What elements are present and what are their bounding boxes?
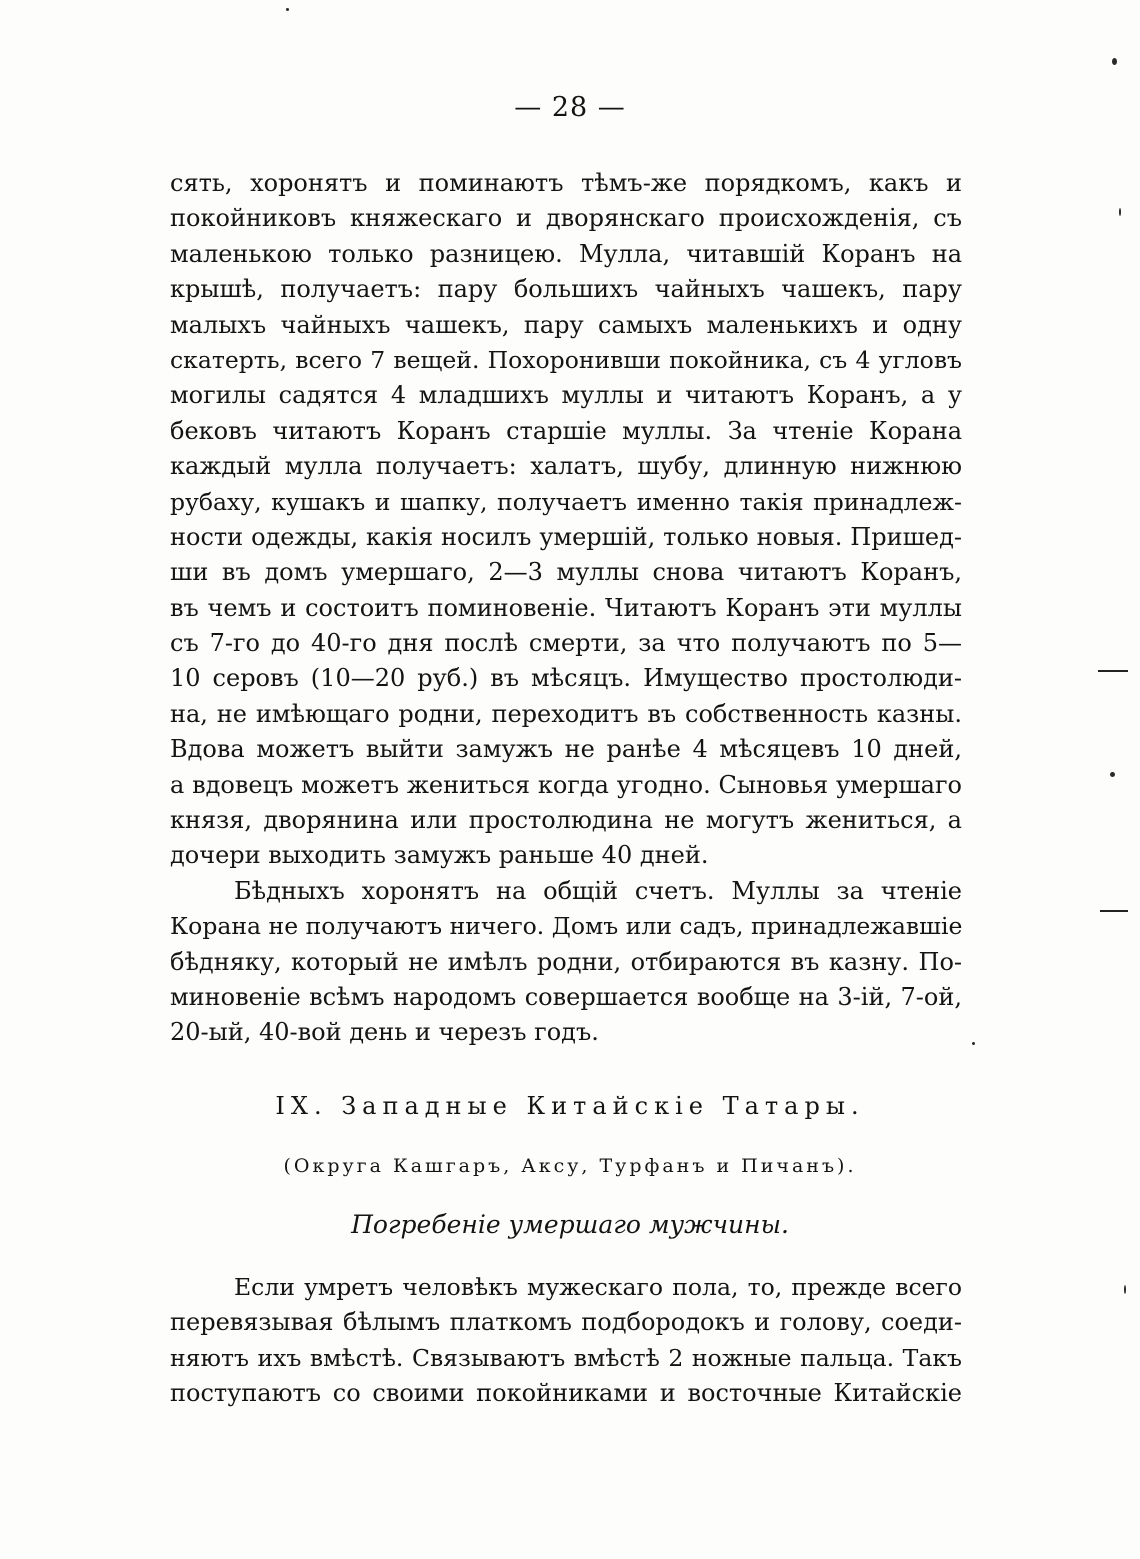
scan-speck — [1110, 772, 1115, 777]
text-line: на, не имѣющаго родни, переходитъ въ собственность казны. — [170, 699, 962, 728]
text-line: миновеніе всѣмъ народомъ совершается вообще на 3-ій, 7-ой, — [170, 982, 962, 1011]
text-line: каждый мулла получаетъ: халатъ, шубу, длинную нижнюю — [170, 452, 962, 481]
text-line: скатерть, всего 7 вещей. Похоронивши покойника, съ 4 угловъ — [170, 345, 962, 374]
text-line: малыхъ чайныхъ чашекъ, пару самыхъ маленькихъ и одну — [170, 310, 962, 339]
main-text-block — [170, 166, 962, 1051]
section-title: IX. Западные Китайскіе Татары. — [275, 1092, 865, 1120]
text-line: бѣдняку, который не имѣлъ родни, отбираются въ казну. По- — [170, 947, 962, 976]
section-subtitle: (Округа Кашгаръ, Аксу, Турфанъ и Пичанъ). — [283, 1155, 857, 1177]
text-line: Бѣдныхъ хоронятъ на общій счетъ. Муллы за чтеніе — [234, 876, 962, 905]
page-number: — 28 — — [514, 92, 626, 123]
text-line: могилы садятся 4 младшихъ муллы и читаютъ Коранъ, а у — [170, 381, 962, 410]
text-line: съ 7-го до 40-го дня послѣ смерти, за что получаютъ по 5— — [170, 629, 962, 658]
text-line: перевязывая бѣлымъ платкомъ подбородокъ и голову, соеди- — [170, 1308, 962, 1337]
text-line: 20-ый, 40-вой день и черезъ годъ. — [170, 1018, 599, 1047]
text-line: 10 серовъ (10—20 руб.) въ мѣсяцъ. Имущество простолюди- — [170, 664, 962, 693]
text-line: въ чемъ и состоитъ поминовеніе. Читаютъ Коранъ эти муллы — [170, 593, 962, 622]
text-line: Если умретъ человѣкъ мужескаго пола, то, прежде всего — [234, 1273, 962, 1301]
text-line: Корана не получаютъ ничего. Домъ или садъ, принадлежавшіе — [170, 912, 963, 941]
text-line: князя, дворянина или простолюдина не могутъ жениться, а — [170, 806, 962, 835]
text-line: бековъ читаютъ Коранъ старшіе муллы. За чтеніе Корана — [170, 416, 962, 445]
text-line: а вдовецъ можетъ жениться когда угодно. Сыновья умершаго — [170, 770, 962, 799]
text-line: крышѣ, получаетъ: пару большихъ чайныхъ чашекъ, пару — [170, 275, 962, 304]
text-line: покойниковъ княжескаго и дворянскаго происхожденія, съ — [170, 204, 962, 233]
section-heading: Погребеніе умершаго мужчины. — [351, 1210, 789, 1239]
section-text-block — [170, 1270, 962, 1412]
text-line: няютъ ихъ вмѣстѣ. Связываютъ вмѣстѣ 2 ножные пальца. Такъ — [170, 1343, 962, 1372]
text-line: Вдова можетъ выйти замужъ не ранѣе 4 мѣсяцевъ 10 дней, — [170, 735, 962, 764]
text-line: дочери выходить замужъ раньше 40 дней. — [170, 841, 709, 870]
scan-speck — [1119, 208, 1121, 216]
scan-speck — [1124, 1285, 1126, 1294]
text-line: маленькою только разницею. Мулла, читавшій Коранъ на — [170, 239, 962, 268]
text-line: рубаху, кушакъ и шапку, получаетъ именно такія принадлеж- — [170, 487, 962, 516]
scan-speck — [286, 8, 289, 11]
text-line: ши въ домъ умершаго, 2—3 муллы снова читаютъ Коранъ, — [170, 558, 962, 587]
margin-mark — [1100, 910, 1128, 912]
scan-speck — [972, 1042, 975, 1045]
margin-mark — [1098, 670, 1128, 672]
text-line: сять, хоронятъ и поминаютъ тѣмъ-же порядкомъ, какъ и — [170, 169, 962, 197]
scan-speck — [1112, 58, 1117, 65]
text-line: ности одежды, какія носилъ умершій, только новыя. Пришед- — [170, 522, 962, 551]
text-line: поступаютъ со своими покойниками и восточные Китайскіе — [170, 1379, 962, 1408]
